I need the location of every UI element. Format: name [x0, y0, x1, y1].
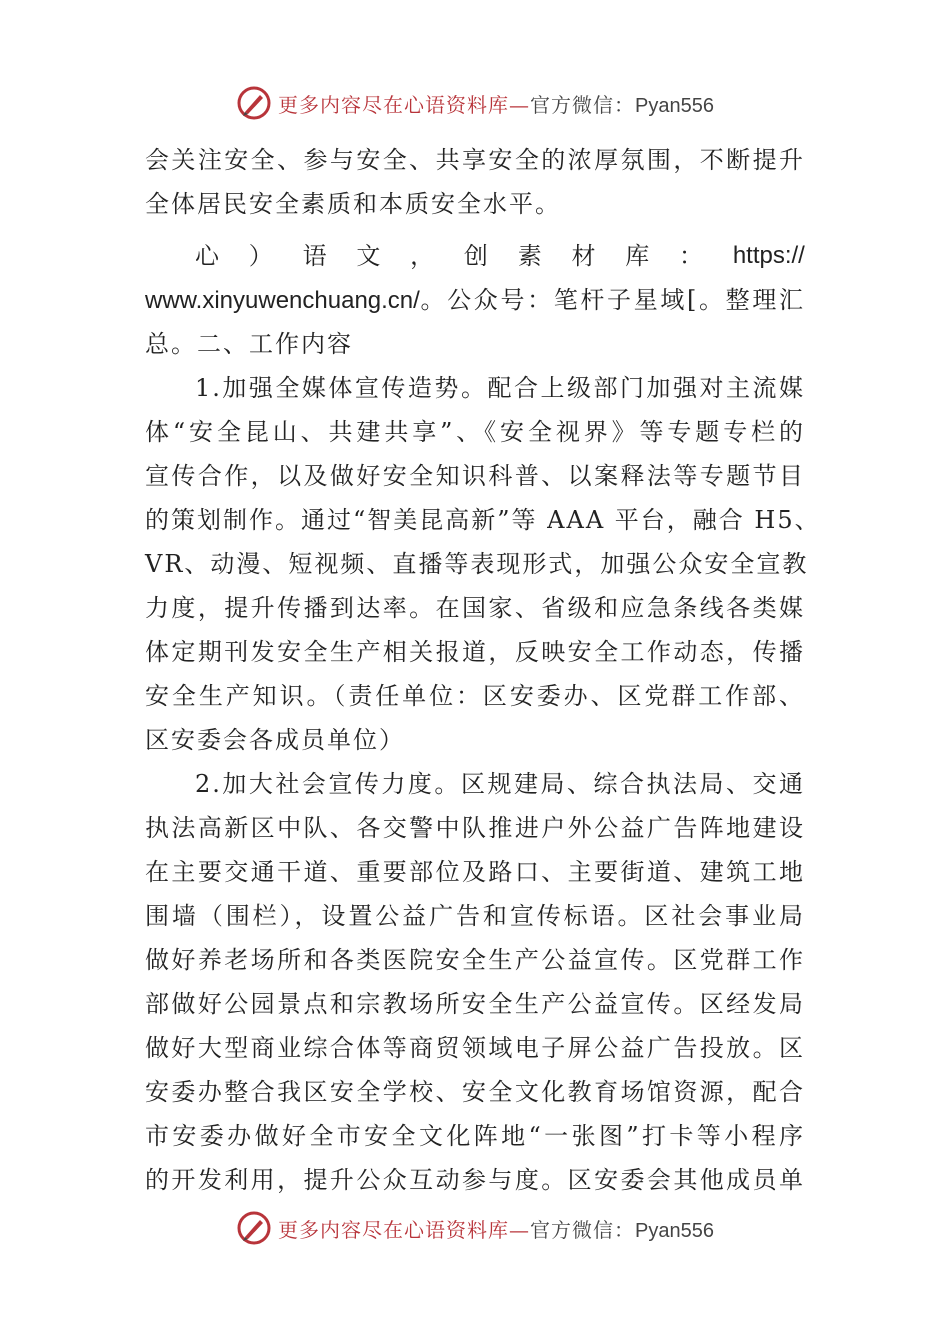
text-line: 全体居民安全素质和本质安全水平。: [145, 190, 561, 218]
banner-text: [278, 1214, 714, 1243]
text-line: www.xinyuwenchuang.cn/。公众号：笔杆子星域[。整理汇: [145, 286, 805, 314]
text-line: 做好养老场所和各类医院安全生产公益宣传。区党群工作: [145, 946, 805, 974]
banner-wechat-id: Pyan556: [635, 1219, 714, 1242]
pen-circle-logo-icon: [236, 85, 272, 121]
text-line: 市安委办做好全市安全文化阵地“一张图”打卡等小程序: [145, 1122, 805, 1150]
text-line: 区安委会各成员单位）: [145, 726, 405, 754]
text-line: 会关注安全、参与安全、共享安全的浓厚氛围，不断提升: [145, 146, 805, 174]
text-line: 安全生产知识。（责任单位：区安委办、区党群工作部、: [145, 682, 805, 710]
header-banner: [0, 83, 950, 123]
paragraph-gap: [145, 226, 805, 234]
text-line: 的开发利用，提升公众互动参与度。区安委会其他成员单: [145, 1166, 805, 1194]
banner-slogan: 更多内容尽在心语资料库—: [278, 1217, 531, 1242]
text-line: 的策划制作。通过“智美昆高新”等 AAA 平台，融合 H5、: [145, 506, 821, 534]
text-line: 总。二、工作内容: [145, 330, 353, 358]
text-line: 部做好公园景点和宗教场所安全生产公益宣传。区经发局: [145, 990, 805, 1018]
banner-wechat-label: 官方微信：: [530, 92, 636, 117]
text-line: 体定期刊发安全生产相关报道，反映安全工作动态，传播: [145, 638, 805, 666]
text-line: 执法高新区中队、各交警中队推进户外公益广告阵地建设: [145, 814, 805, 842]
banner-wechat-label: 官方微信：: [530, 1217, 636, 1242]
text-line: 1.加强全媒体宣传造势。配合上级部门加强对主流媒: [195, 374, 805, 402]
text-line: 宣传合作，以及做好安全知识科普、以案释法等专题节目: [145, 462, 805, 490]
pen-circle-logo-icon: [236, 1210, 272, 1246]
text-line: 在主要交通干道、重要部位及路口、主要街道、建筑工地: [145, 858, 805, 886]
text-line: 2.加大社会宣传力度。区规建局、综合执法局、交通: [195, 770, 805, 798]
text-line: 围墙（围栏），设置公益广告和宣传标语。区社会事业局: [145, 902, 805, 930]
text-line: VR、动漫、短视频、直播等表现形式，加强公众安全宣教: [145, 550, 809, 578]
banner-text: [278, 89, 714, 118]
text-line: 体“安全昆山、共建共享”、《安全视界》等专题专栏的: [145, 418, 805, 446]
document-body: [145, 138, 821, 1202]
banner-wechat-id: Pyan556: [635, 94, 714, 117]
text-line: 做好大型商业综合体等商贸领域电子屏公益广告投放。区: [145, 1034, 805, 1062]
text-line: 心 ） 语 文 ， 创 素 材 库 ： https://: [195, 242, 805, 270]
text-line: 力度，提升传播到达率。在国家、省级和应急条线各类媒: [145, 594, 805, 622]
footer-banner: [0, 1208, 950, 1248]
text-line: 安委办整合我区安全学校、安全文化教育场馆资源，配合: [145, 1078, 805, 1106]
banner-slogan: 更多内容尽在心语资料库—: [278, 92, 531, 117]
